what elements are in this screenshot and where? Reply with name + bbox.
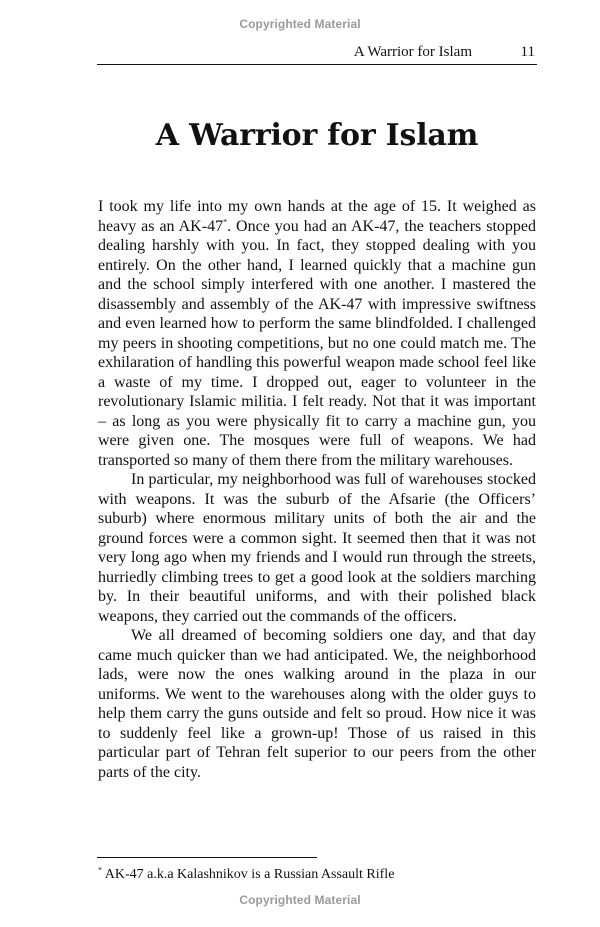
footnote-marker: * bbox=[98, 865, 102, 875]
watermark-top: Copyrighted Material bbox=[239, 17, 361, 31]
paragraph-1-part-2: . Once you had an AK-47, the teachers stopped dealing harshly with you. In fact, they stopped dealing with you entirely. On the other hand, I learned quickly that a machine gun and the school simply interfered with one another. I mastered the disassembly and assembly of the AK-47 with impressive swiftness and even learned how to perform the same blindfolded. I challenged my peers in shooting competitions, but no one could match me. The exhilaration of handling this powerful weapon made school feel like a waste of my time. I dropped out, eager to volunteer in the revolutionary Islamic militia. I felt ready. Not that it was important – as long as you were physically fit to carry a machine gun, you were given one. The mosques were full of weapons. We had transported so many of them there from the military warehouses. bbox=[98, 217, 537, 469]
header-rule bbox=[97, 64, 537, 65]
running-header-title: A Warrior for Islam bbox=[353, 44, 472, 60]
paragraph-2: In particular, my neighborhood was full of warehouses stocked with weapons. It was the suburb of the Afsarie (the Officers’ suburb) where enormous military units of both the air and the ground forces were a common sight. It seemed then that it was not very long ago when my friends and I would run through the streets, hurriedly climbing trees to get a good look at the soldiers marching by. In their beautiful uniforms, and with their polished black weapons, they carried out the commands of the officers. bbox=[98, 471, 536, 625]
footnote-rule bbox=[97, 857, 317, 858]
chapter-title: A Warrior for Islam bbox=[155, 118, 479, 153]
footnote-reference[interactable]: * bbox=[223, 217, 228, 227]
running-header bbox=[97, 44, 537, 64]
page-number: 11 bbox=[520, 44, 535, 60]
footnote-text: AK-47 a.k.a Kalashnikov is a Russian Assault Rifle bbox=[102, 867, 395, 882]
paragraph-1 bbox=[98, 197, 536, 470]
footnote bbox=[98, 866, 538, 883]
body-text bbox=[98, 197, 536, 782]
watermark-bottom: Copyrighted Material bbox=[239, 893, 361, 907]
paragraph-1-part-1: I took my life into my own hands at the age of 15. It weighed as heavy as an AK-47 bbox=[98, 198, 536, 235]
paragraph-3: We all dreamed of becoming soldiers one day, and that day came much quicker than we had anticipated. We, the neighborhood lads, were now the ones walking around in the plaza in our uniforms. We went to the warehouses along with the older guys to help them carry the guns outside and felt so proud. How nice it was to suddenly feel like a grown-up! Those of us raised in this particular part of Tehran felt superior to our peers from the other parts of the city. bbox=[98, 627, 536, 781]
